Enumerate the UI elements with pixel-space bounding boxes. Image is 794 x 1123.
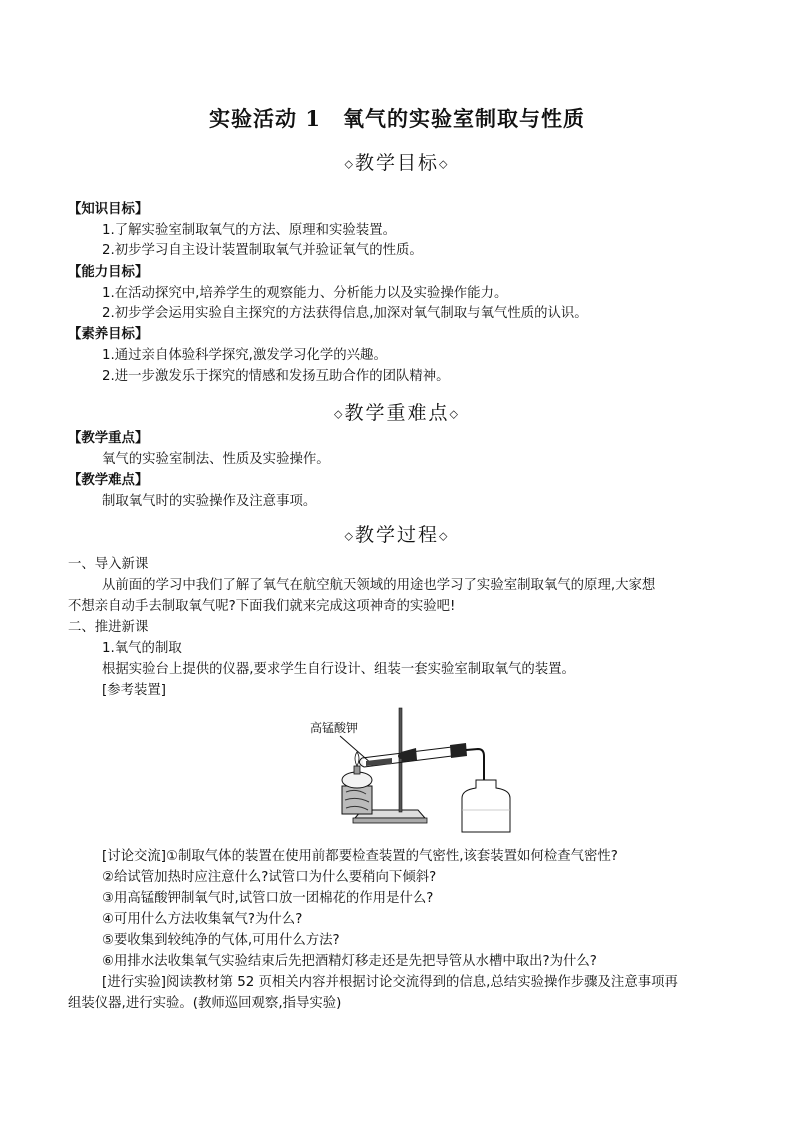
section-heading-process bbox=[0, 520, 794, 547]
oxygen-apparatus-figure bbox=[300, 700, 530, 840]
experiment-line: [进行实验]阅读教材第 52 页相关内容并根据讨论交流得到的信息,总结实验操作步骤及注意事项再 bbox=[102, 975, 678, 990]
rubber-stopper bbox=[450, 743, 467, 758]
flame-icon bbox=[355, 752, 359, 766]
ability-item: 2.初步学会运用实验自主探究的方法获得信息,加深对氧气制取与氧气性质的认识。 bbox=[102, 306, 588, 321]
diamond-icon: ◇ bbox=[344, 157, 355, 171]
diamond-icon: ◇ bbox=[449, 407, 460, 421]
label-knowledge: 【知识目标】 bbox=[68, 202, 149, 217]
literacy-item: 2.进一步激发乐于探究的情感和发扬互助合作的团队精神。 bbox=[102, 369, 450, 384]
stand-base-edge bbox=[353, 818, 427, 823]
collection-bottle bbox=[462, 780, 510, 832]
discussion-line: ⑤要收集到较纯净的气体,可用什么方法? bbox=[102, 933, 340, 948]
section-heading-key-points bbox=[0, 398, 794, 425]
label-ability: 【能力目标】 bbox=[68, 265, 149, 280]
experiment-line: 组装仪器,进行实验。(教师巡回观察,指导实验) bbox=[68, 996, 342, 1011]
knowledge-item: 1.了解实验室制取氧气的方法、原理和实验装置。 bbox=[102, 223, 396, 238]
lamp-wick bbox=[354, 766, 360, 774]
potassium-permanganate bbox=[366, 758, 392, 766]
part1-line: 从前面的学习中我们了解了氧气在航空航天领域的用途也学习了实验室制取氧气的原理,大家想 bbox=[102, 578, 656, 593]
label-difficulty: 【教学难点】 bbox=[68, 473, 149, 488]
figure-label: 高锰酸钾 bbox=[310, 721, 359, 735]
part2-ref-label: [参考装置] bbox=[102, 683, 167, 698]
clamp-screw bbox=[398, 753, 404, 759]
knowledge-item: 2.初步学习自主设计装置制取氧气并验证氧气的性质。 bbox=[102, 243, 423, 258]
discussion-line: ④可用什么方法收集氧气?为什么? bbox=[102, 912, 303, 927]
part2-instruction: 根据实验台上提供的仪器,要求学生自行设计、组装一套实验室制取氧气的装置。 bbox=[102, 662, 575, 677]
section-title: 教学过程 bbox=[354, 524, 439, 546]
discussion-line: ③用高锰酸钾制氧气时,试管口放一团棉花的作用是什么? bbox=[102, 891, 434, 906]
ability-item: 1.在活动探究中,培养学生的观察能力、分析能力以及实验操作能力。 bbox=[102, 286, 508, 301]
diamond-icon: ◇ bbox=[439, 529, 450, 543]
page-title: 实验活动 1 氧气的实验室制取与性质 bbox=[209, 106, 585, 131]
discussion-line: ②给试管加热时应注意什么?试管口为什么要稍向下倾斜? bbox=[102, 870, 437, 885]
label-literacy: 【素养目标】 bbox=[68, 327, 149, 342]
alcohol-lamp-body bbox=[342, 772, 372, 788]
section-title: 教学目标 bbox=[354, 152, 439, 174]
stand-rod bbox=[399, 708, 402, 812]
diamond-icon: ◇ bbox=[334, 407, 345, 421]
diamond-icon: ◇ bbox=[439, 157, 450, 171]
literacy-item: 1.通过亲自体验科学探究,激发学习化学的兴趣。 bbox=[102, 348, 387, 363]
focus-text: 氧气的实验室制法、性质及实验操作。 bbox=[102, 452, 330, 467]
discussion-line: [讨论交流]①制取气体的装置在使用前都要检查装置的气密性,该套装置如何检查气密性? bbox=[102, 849, 618, 864]
part2-heading: 二、推进新课 bbox=[68, 620, 149, 635]
section-heading-objectives bbox=[0, 148, 794, 175]
difficulty-text: 制取氧气时的实验操作及注意事项。 bbox=[102, 494, 317, 509]
diamond-icon: ◇ bbox=[344, 529, 355, 543]
part1-heading: 一、导入新课 bbox=[68, 557, 149, 572]
section-title: 教学重难点 bbox=[344, 402, 450, 424]
label-focus: 【教学重点】 bbox=[68, 431, 149, 446]
discussion-line: ⑥用排水法收集氧气实验结束后先把酒精灯移走还是先把导管从水槽中取出?为什么? bbox=[102, 954, 597, 969]
part1-line: 不想亲自动手去制取氧气呢?下面我们就来完成这项神奇的实验吧! bbox=[68, 599, 456, 614]
part2-sub1: 1.氧气的制取 bbox=[102, 641, 182, 656]
